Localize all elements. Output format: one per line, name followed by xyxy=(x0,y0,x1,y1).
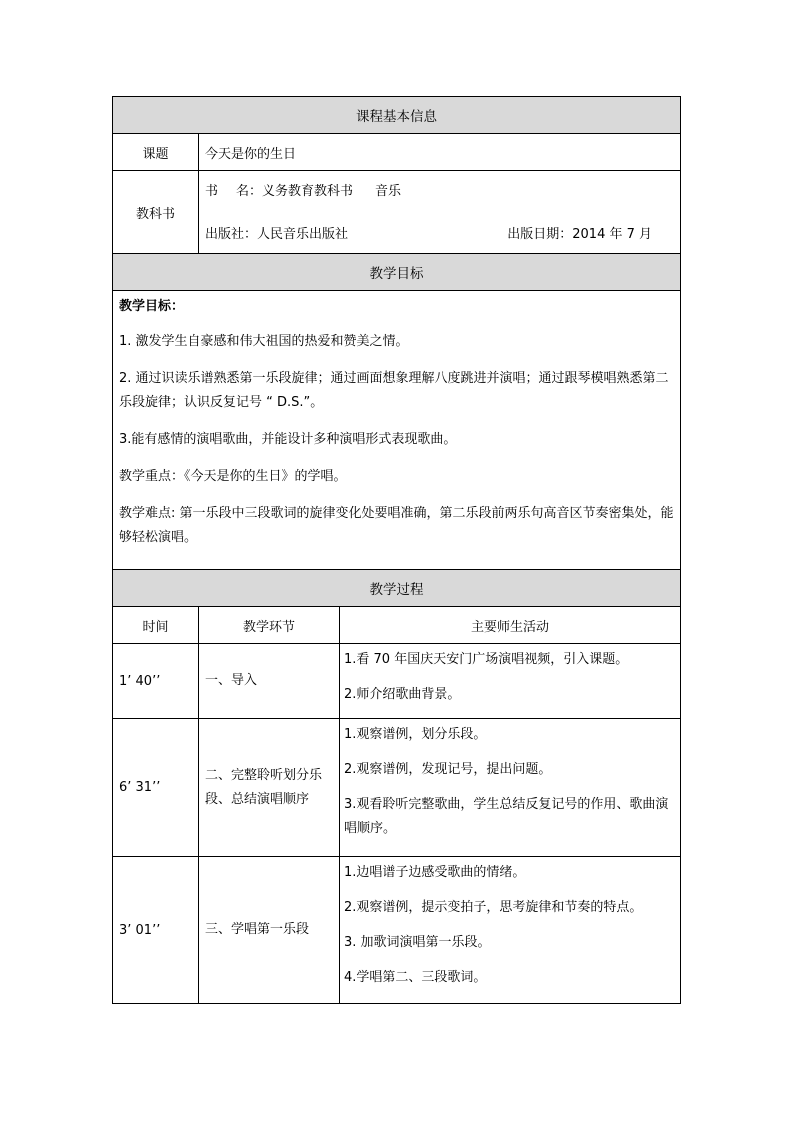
row-step: 一、导入 xyxy=(199,644,340,719)
objectives-heading: 教学目标： xyxy=(119,299,185,314)
book-name-label-2: 名： xyxy=(236,184,263,199)
activity-item: 1.观察谱例，划分乐段。 xyxy=(344,727,487,742)
activity-item: 2.观察谱例，发现记号，提出问题。 xyxy=(344,762,552,777)
objective-item: 3.能有感情的演唱歌曲，并能设计多种演唱形式表现歌曲。 xyxy=(119,432,457,447)
key-point: 教学重点：《今天是你的生日》的学唱。 xyxy=(119,469,347,484)
book-name-line xyxy=(205,180,652,202)
activity-item: 2.师介绍歌曲背景。 xyxy=(344,687,461,702)
row-time: 1’ 40’’ xyxy=(113,644,199,719)
row-step: 二、完整聆听划分乐段、总结演唱顺序 xyxy=(199,719,340,857)
column-header-step: 教学环节 xyxy=(199,607,340,644)
table-row xyxy=(113,857,681,1004)
lesson-label: 课题 xyxy=(113,134,199,171)
section-header-basic-info: 课程基本信息 xyxy=(113,97,681,134)
objective-item: 1. 激发学生自豪感和伟大祖国的热爱和赞美之情。 xyxy=(119,334,409,349)
table-row xyxy=(113,719,681,857)
book-name: 义务教育教科书 xyxy=(262,184,354,199)
book-subject: 音乐 xyxy=(375,184,402,199)
textbook-label: 教科书 xyxy=(113,171,199,254)
section-header-objectives: 教学目标 xyxy=(113,254,681,291)
section-header-process: 教学过程 xyxy=(113,570,681,607)
lesson-plan-table xyxy=(112,96,681,1004)
row-step: 三、学唱第一乐段 xyxy=(199,857,340,1004)
activity-item: 3.观看聆听完整歌曲，学生总结反复记号的作用、歌曲演唱顺序。 xyxy=(344,797,669,836)
row-activities xyxy=(340,857,681,1004)
column-header-time: 时间 xyxy=(113,607,199,644)
difficulty: 教学难点: 第一乐段中三段歌词的旋律变化处要唱准确，第二乐段前两乐句高音区节奏密集处，能够轻松演唱。 xyxy=(119,506,674,545)
publisher-line xyxy=(205,223,652,242)
activity-item: 4.学唱第二、三段歌词。 xyxy=(344,970,487,985)
book-name-label-1: 书 xyxy=(205,184,219,199)
row-time: 6’ 31’’ xyxy=(113,719,199,857)
activity-item: 3. 加歌词演唱第一乐段。 xyxy=(344,935,491,950)
row-time: 3’ 01’’ xyxy=(113,857,199,1004)
objective-item: 2. 通过识读乐谱熟悉第一乐段旋律；通过画面想象理解八度跳进并演唱；通过跟琴模唱熟悉第二乐段旋律；认识反复记号 “ D.S.”。 xyxy=(119,371,669,410)
activity-item: 1.边唱谱子边感受歌曲的情绪。 xyxy=(344,865,526,880)
row-activities xyxy=(340,719,681,857)
activity-item: 2.观察谱例，提示变拍子，思考旋律和节奏的特点。 xyxy=(344,900,643,915)
lesson-title: 今天是你的生日 xyxy=(199,134,681,171)
objectives-content xyxy=(113,291,681,570)
publisher: 出版社：人民音乐出版社 xyxy=(205,227,349,242)
table-row xyxy=(113,644,681,719)
publication-date: 出版日期：2014 年 7 月 xyxy=(507,227,653,242)
lesson-plan-document xyxy=(112,96,680,1004)
row-activities xyxy=(340,644,681,719)
textbook-info xyxy=(199,171,681,254)
activity-item: 1.看 70 年国庆天安门广场演唱视频，引入课题。 xyxy=(344,652,629,667)
column-header-activity: 主要师生活动 xyxy=(340,607,681,644)
